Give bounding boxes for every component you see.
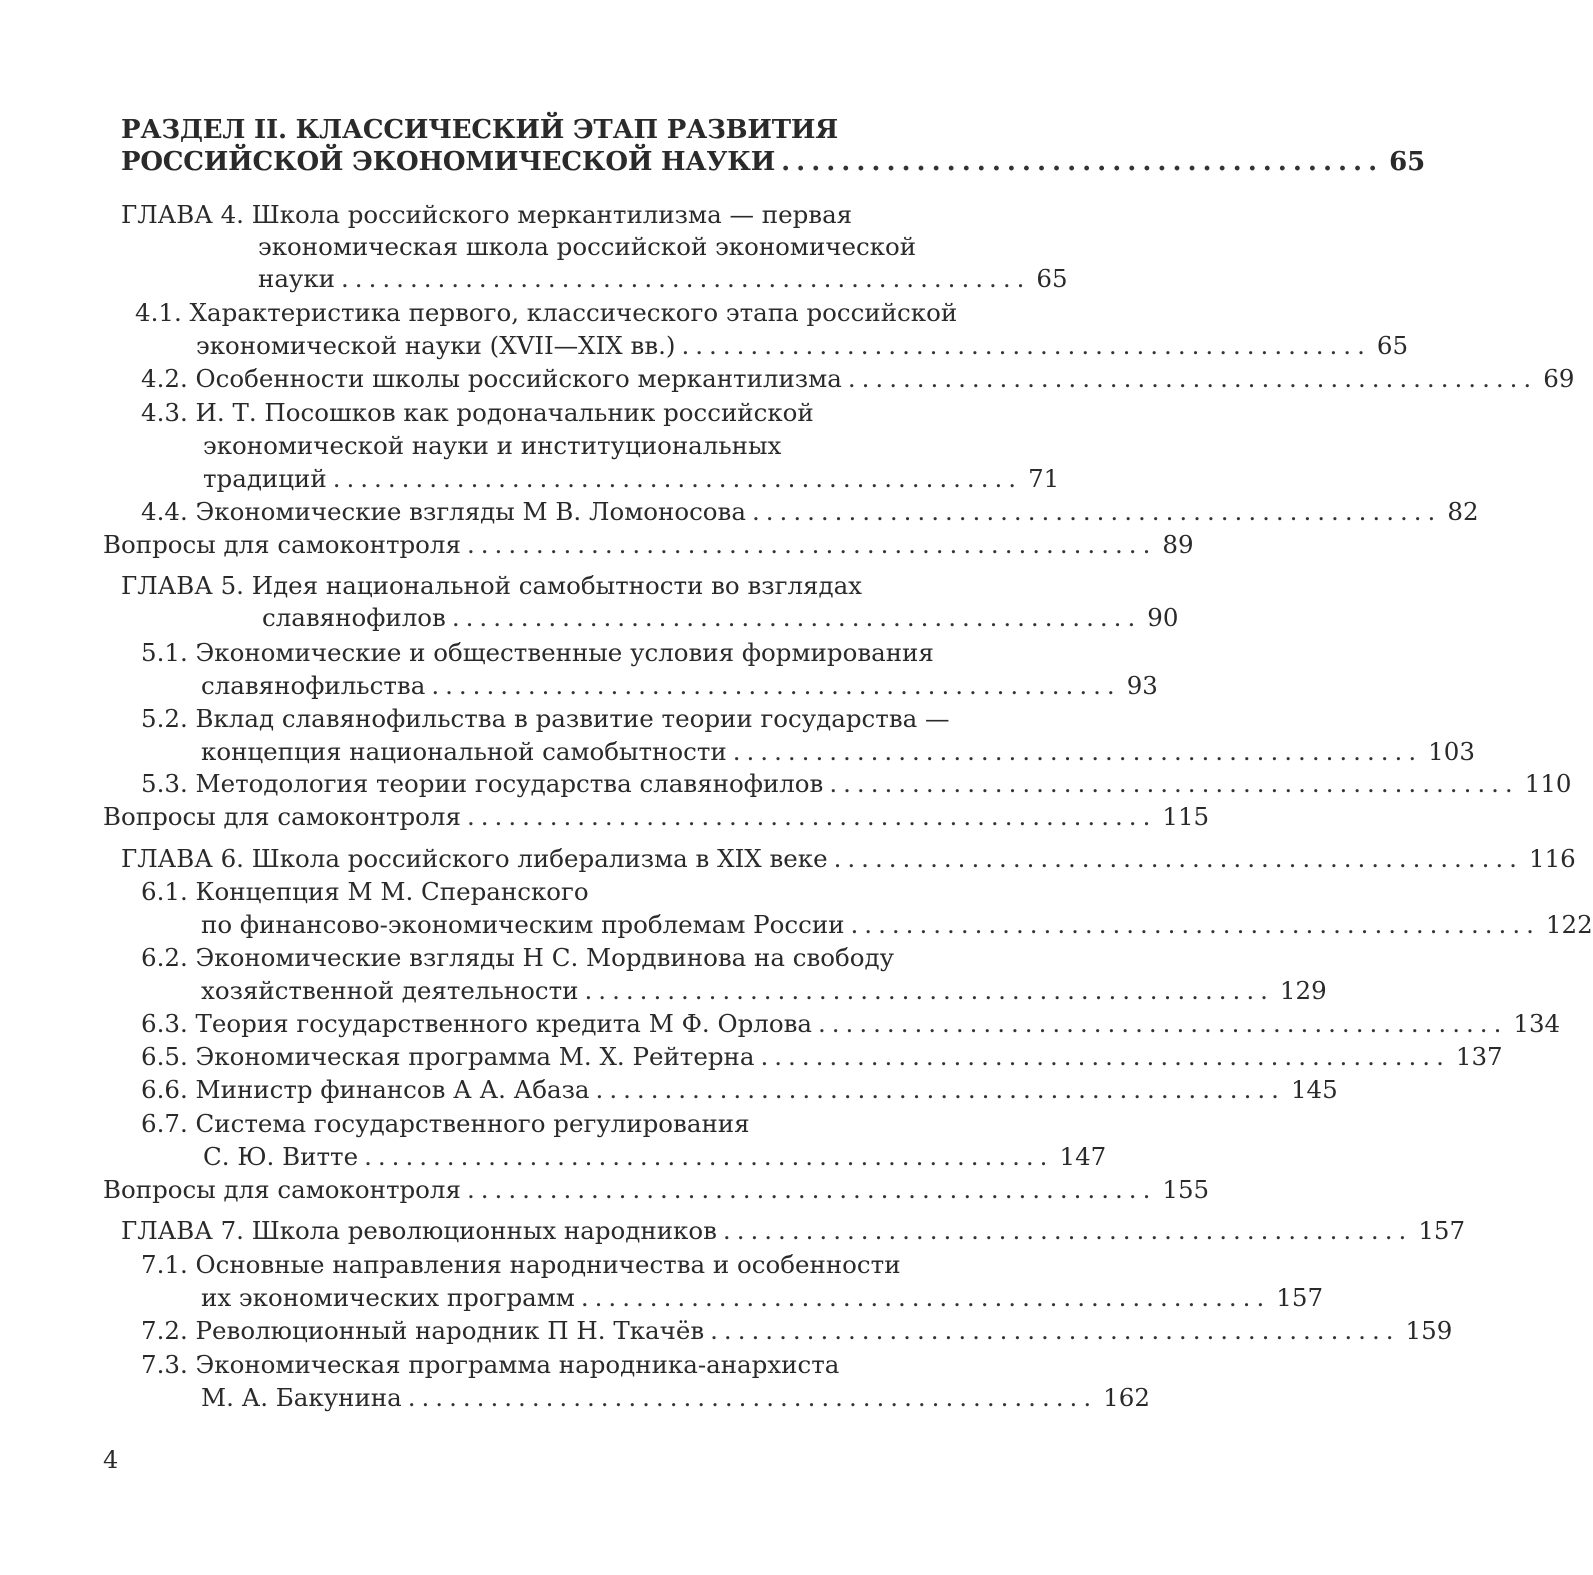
page-ref: 145 <box>1290 1075 1338 1104</box>
page-ref: 147 <box>1059 1142 1107 1171</box>
toc-entry: ГЛАВА 7. Школа революционных народников .................................................. 157 <box>121 1216 1466 1245</box>
toc-entry: РОССИЙСКОЙ ЭКОНОМИЧЕСКОЙ НАУКИ ........................................ 65 <box>121 147 1425 177</box>
toc-entry: славянофилов .................................................. 90 <box>262 603 1179 632</box>
page-ref: 134 <box>1513 1009 1561 1038</box>
leader-dots: .................................................. <box>833 844 1523 873</box>
toc-subsection: 7.1. Основные направления народничества и особенности <box>141 1250 901 1279</box>
toc-entry: экономической науки (XVII—XIX вв.) .................................................. 65 <box>196 331 1409 360</box>
leader-dots: .................................................. <box>722 1216 1413 1245</box>
toc-entry: славянофильства .................................................. 93 <box>201 671 1158 700</box>
leader-dots: .................................................. <box>451 603 1142 632</box>
toc-entry: С. Ю. Витте .................................................. 147 <box>203 1142 1107 1171</box>
toc-entry: по финансово-экономическим проблемам России .................................................. 122 <box>201 910 1593 939</box>
toc-entry: 4.2. Особенности школы российского меркантилизма .................................................. 69 <box>141 364 1575 393</box>
leader-dots: .................................................. <box>829 769 1519 798</box>
page-ref: 122 <box>1545 910 1593 939</box>
toc-entry: М. А. Бакунина .................................................. 162 <box>201 1383 1150 1412</box>
leader-dots: .................................................. <box>407 1383 1098 1412</box>
toc-subsection: 5.1. Экономические и общественные условия формирования <box>141 638 934 667</box>
toc-entry: 7.2. Революционный народник П Н. Ткачёв .................................................. 159 <box>141 1316 1453 1345</box>
page-ref: 157 <box>1418 1216 1466 1245</box>
toc-subsection: 5.2. Вклад славянофильства в развитие теории государства — <box>141 704 950 733</box>
leader-dots: .................................................. <box>817 1009 1508 1038</box>
leader-dots: .................................................. <box>466 530 1157 559</box>
toc-line: экономическая школа российской экономической <box>258 232 917 261</box>
page-ref: 157 <box>1276 1283 1324 1312</box>
toc-entry: 6.6. Министр финансов А А. Абаза .................................................. 145 <box>141 1075 1338 1104</box>
toc-entry: хозяйственной деятельности .................................................. 129 <box>201 976 1327 1005</box>
toc-chapter-title: ГЛАВА 5. Идея национальной самобытности во взглядах <box>121 571 862 600</box>
page-ref: 116 <box>1528 844 1576 873</box>
toc-section-title: РАЗДЕЛ II. КЛАССИЧЕСКИЙ ЭТАП РАЗВИТИЯ <box>121 115 839 145</box>
leader-dots: .................................................. <box>710 1316 1400 1345</box>
page-ref: 82 <box>1447 497 1479 526</box>
toc-entry: 4.4. Экономические взгляды М В. Ломоносова .................................................. 82 <box>141 497 1479 526</box>
toc-chapter-title: ГЛАВА 4. Школа российского меркантилизма — первая <box>121 200 853 229</box>
leader-dots: .................................................. <box>341 264 1031 293</box>
page-ref: 129 <box>1279 976 1327 1005</box>
page-ref: 65 <box>1036 264 1068 293</box>
leader-dots: .................................................. <box>332 464 1023 493</box>
leader-dots: .................................................. <box>760 1042 1450 1071</box>
leader-dots: .................................................. <box>466 1175 1157 1204</box>
page-ref: 69 <box>1543 364 1575 393</box>
page-ref: 65 <box>1376 331 1409 360</box>
toc-entry: 6.3. Теория государственного кредита М Ф. Орлова .................................................. 134 <box>141 1009 1561 1038</box>
leader-dots: .................................................. <box>364 1142 1054 1171</box>
toc-entry: ГЛАВА 6. Школа российского либерализма в XIX веке .................................................. 116 <box>121 844 1576 873</box>
toc-entry: науки .................................................. 65 <box>258 264 1068 293</box>
page-ref: 65 <box>1389 147 1425 177</box>
leader-dots: .................................................. <box>751 497 1442 526</box>
toc-entry: традиций .................................................. 71 <box>203 464 1060 493</box>
leader-dots: .................................................. <box>431 671 1121 700</box>
toc-entry: Вопросы для самоконтроля .................................................. 115 <box>103 802 1210 831</box>
page-ref: 115 <box>1162 802 1210 831</box>
toc-entry: 5.3. Методология теории государства славянофилов .................................................. 110 <box>141 769 1572 798</box>
page-ref: 110 <box>1524 769 1572 798</box>
leader-dots: .................................................. <box>847 364 1538 393</box>
leader-dots: .................................................. <box>466 802 1157 831</box>
page-ref: 137 <box>1455 1042 1503 1071</box>
toc-subsection: 7.3. Экономическая программа народника-анархиста <box>141 1350 840 1379</box>
leader-dots: .................................................. <box>850 910 1540 939</box>
toc-entry: их экономических программ .................................................. 157 <box>201 1283 1324 1312</box>
page-ref: 89 <box>1162 530 1194 559</box>
toc-subsection: 6.2. Экономические взгляды Н С. Мордвинова на свободу <box>141 943 895 972</box>
toc-entry: 6.5. Экономическая программа М. Х. Рейтерна .................................................. 137 <box>141 1042 1503 1071</box>
toc-subsection: 4.1. Характеристика первого, классического этапа российской <box>135 298 958 327</box>
toc-line: экономической науки и институциональных <box>203 431 782 460</box>
leader-dots: .................................................. <box>580 1283 1271 1312</box>
page-ref: 162 <box>1103 1383 1150 1412</box>
toc-entry: Вопросы для самоконтроля .................................................. 155 <box>103 1175 1210 1204</box>
leader-dots: .................................................. <box>732 737 1423 766</box>
leader-dots: .................................................. <box>681 331 1371 360</box>
page-ref: 71 <box>1028 464 1060 493</box>
leader-dots: ........................................ <box>781 147 1384 177</box>
page-ref: 93 <box>1126 671 1158 700</box>
toc-entry: Вопросы для самоконтроля .................................................. 89 <box>103 530 1194 559</box>
toc-entry: концепция национальной самобытности .................................................. 103 <box>201 737 1475 766</box>
toc-subsection: 6.1. Концепция М М. Сперанского <box>141 877 589 906</box>
toc-subsection: 6.7. Система государственного регулирования <box>141 1109 750 1138</box>
page-ref: 90 <box>1147 603 1179 632</box>
toc-subsection: 4.3. И. Т. Посошков как родоначальник российской <box>141 398 814 427</box>
page-ref: 103 <box>1428 737 1475 766</box>
leader-dots: .................................................. <box>595 1075 1285 1104</box>
page-ref: 159 <box>1405 1316 1453 1345</box>
leader-dots: .................................................. <box>584 976 1274 1005</box>
page-ref: 155 <box>1162 1175 1210 1204</box>
page-number: 4 <box>103 1446 119 1474</box>
